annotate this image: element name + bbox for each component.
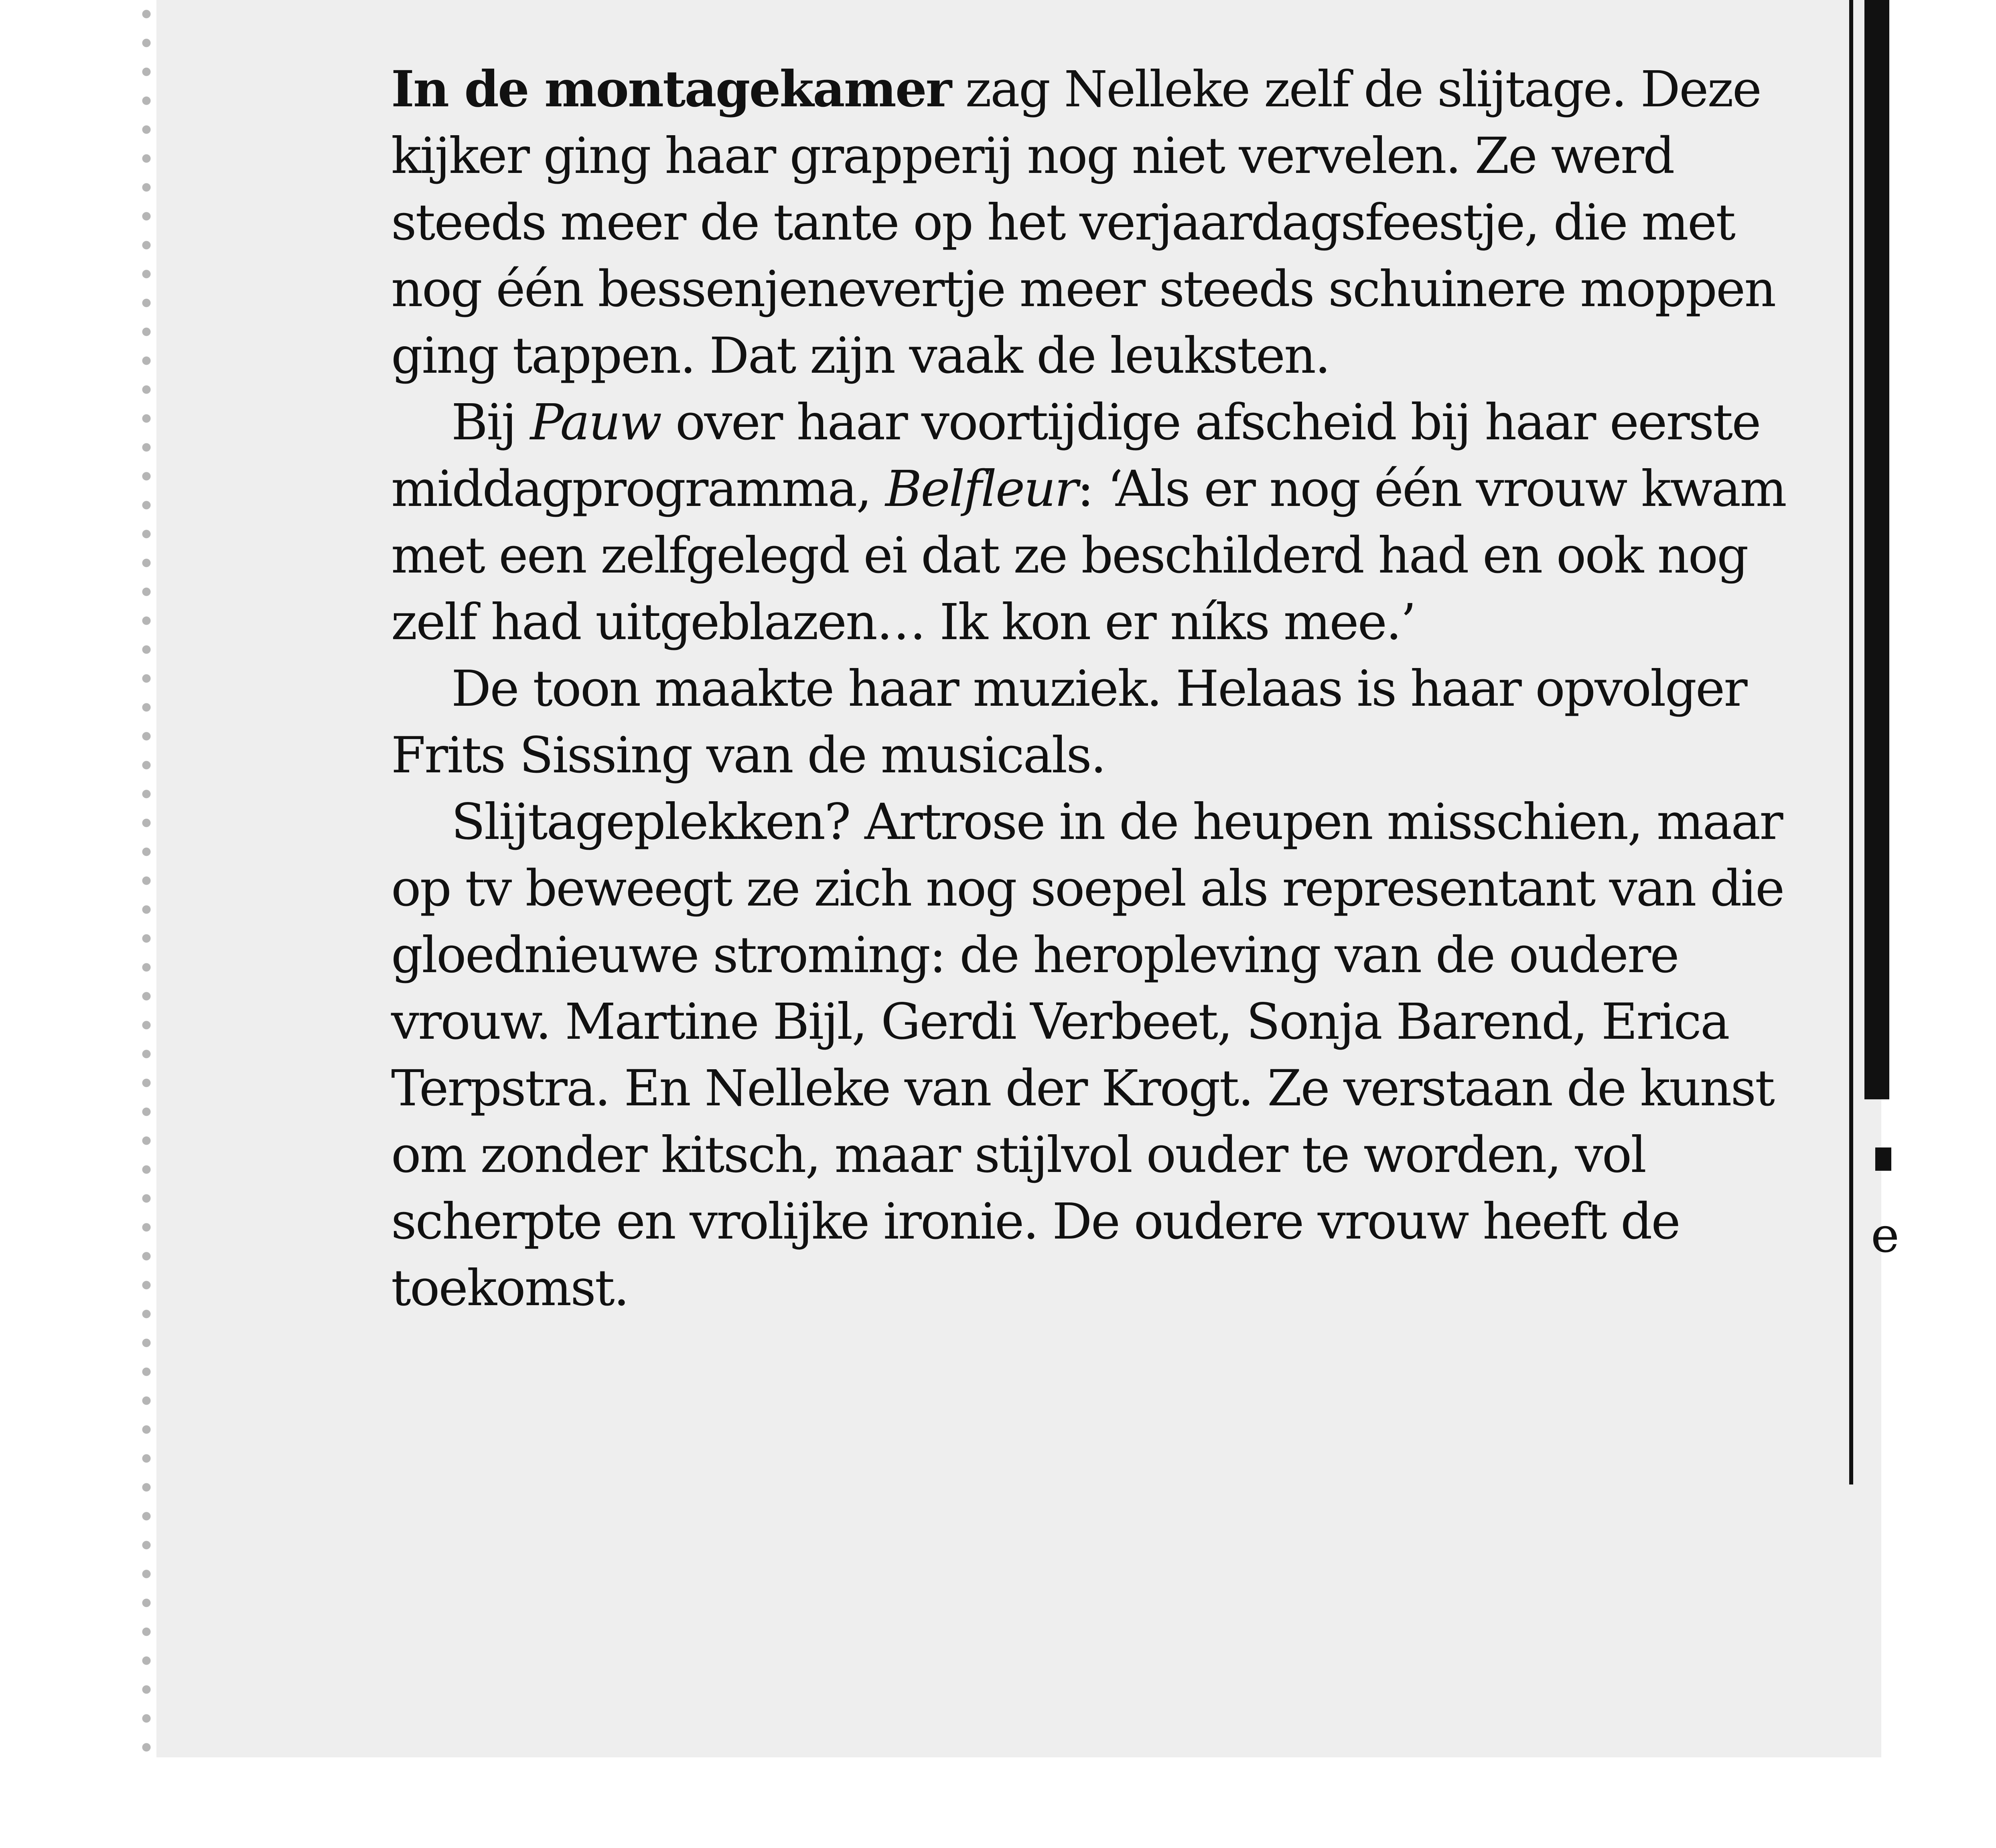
title-belfleur: Belfleur bbox=[885, 460, 1077, 518]
paragraph-2-text-b: over haar voortijdige afscheid bij haar eerste middagprogramma, bbox=[391, 394, 1760, 518]
torn-edge bbox=[138, 0, 174, 1757]
column-rule-thick bbox=[1864, 0, 1889, 1099]
paragraph-4: Slijtageplekken? Artrose in de heupen misschien, maar op tv beweegt ze zich nog soepel als representant van die gloednieuwe stroming: de heropleving van de oudere vrouw. Martine Bijl, Gerdi Verbeet, Sonja Barend, Erica Terpstra. En Nelleke van der Krogt. Ze verstaan de kunst om zonder kitsch, maar stijlvol ouder te worden, vol scherpte en vrolijke ironie. De oudere vrouw heeft de toekomst. bbox=[391, 793, 1784, 1317]
paragraph-2-text-c: : ‘Als er nog één vrouw kwam met een zelfgelegd ei dat ze beschilderd had en ook nog zelf had uitgeblazen… Ik kon er níks mee.’ bbox=[391, 460, 1786, 651]
column-marker bbox=[1875, 1147, 1891, 1171]
lead-in: In de montagekamer bbox=[391, 60, 951, 118]
adjacent-column-letter: e bbox=[1871, 1208, 1900, 1263]
paragraph-2 bbox=[391, 389, 1787, 656]
paragraph-2-text-a: Bij bbox=[451, 394, 530, 451]
paragraph-1-text: zag Nelleke zelf de slijtage. Deze kijker ging haar grapperij nog niet vervelen. Ze werd steeds meer de tante op het verjaardagsfeestje, die met nog één bessenjenevertje meer steeds schuinere moppen ging tappen. Dat zijn vaak de leuksten. bbox=[391, 61, 1775, 385]
column-rule-thin bbox=[1849, 0, 1853, 1484]
show-through-print bbox=[381, 1348, 1825, 1436]
title-pauw: Pauw bbox=[530, 394, 661, 451]
article-body bbox=[391, 56, 1787, 1322]
paragraph-3: De toon maakte haar muziek. Helaas is haar opvolger Frits Sissing van de musicals. bbox=[391, 660, 1746, 784]
paragraph-1 bbox=[391, 56, 1787, 389]
